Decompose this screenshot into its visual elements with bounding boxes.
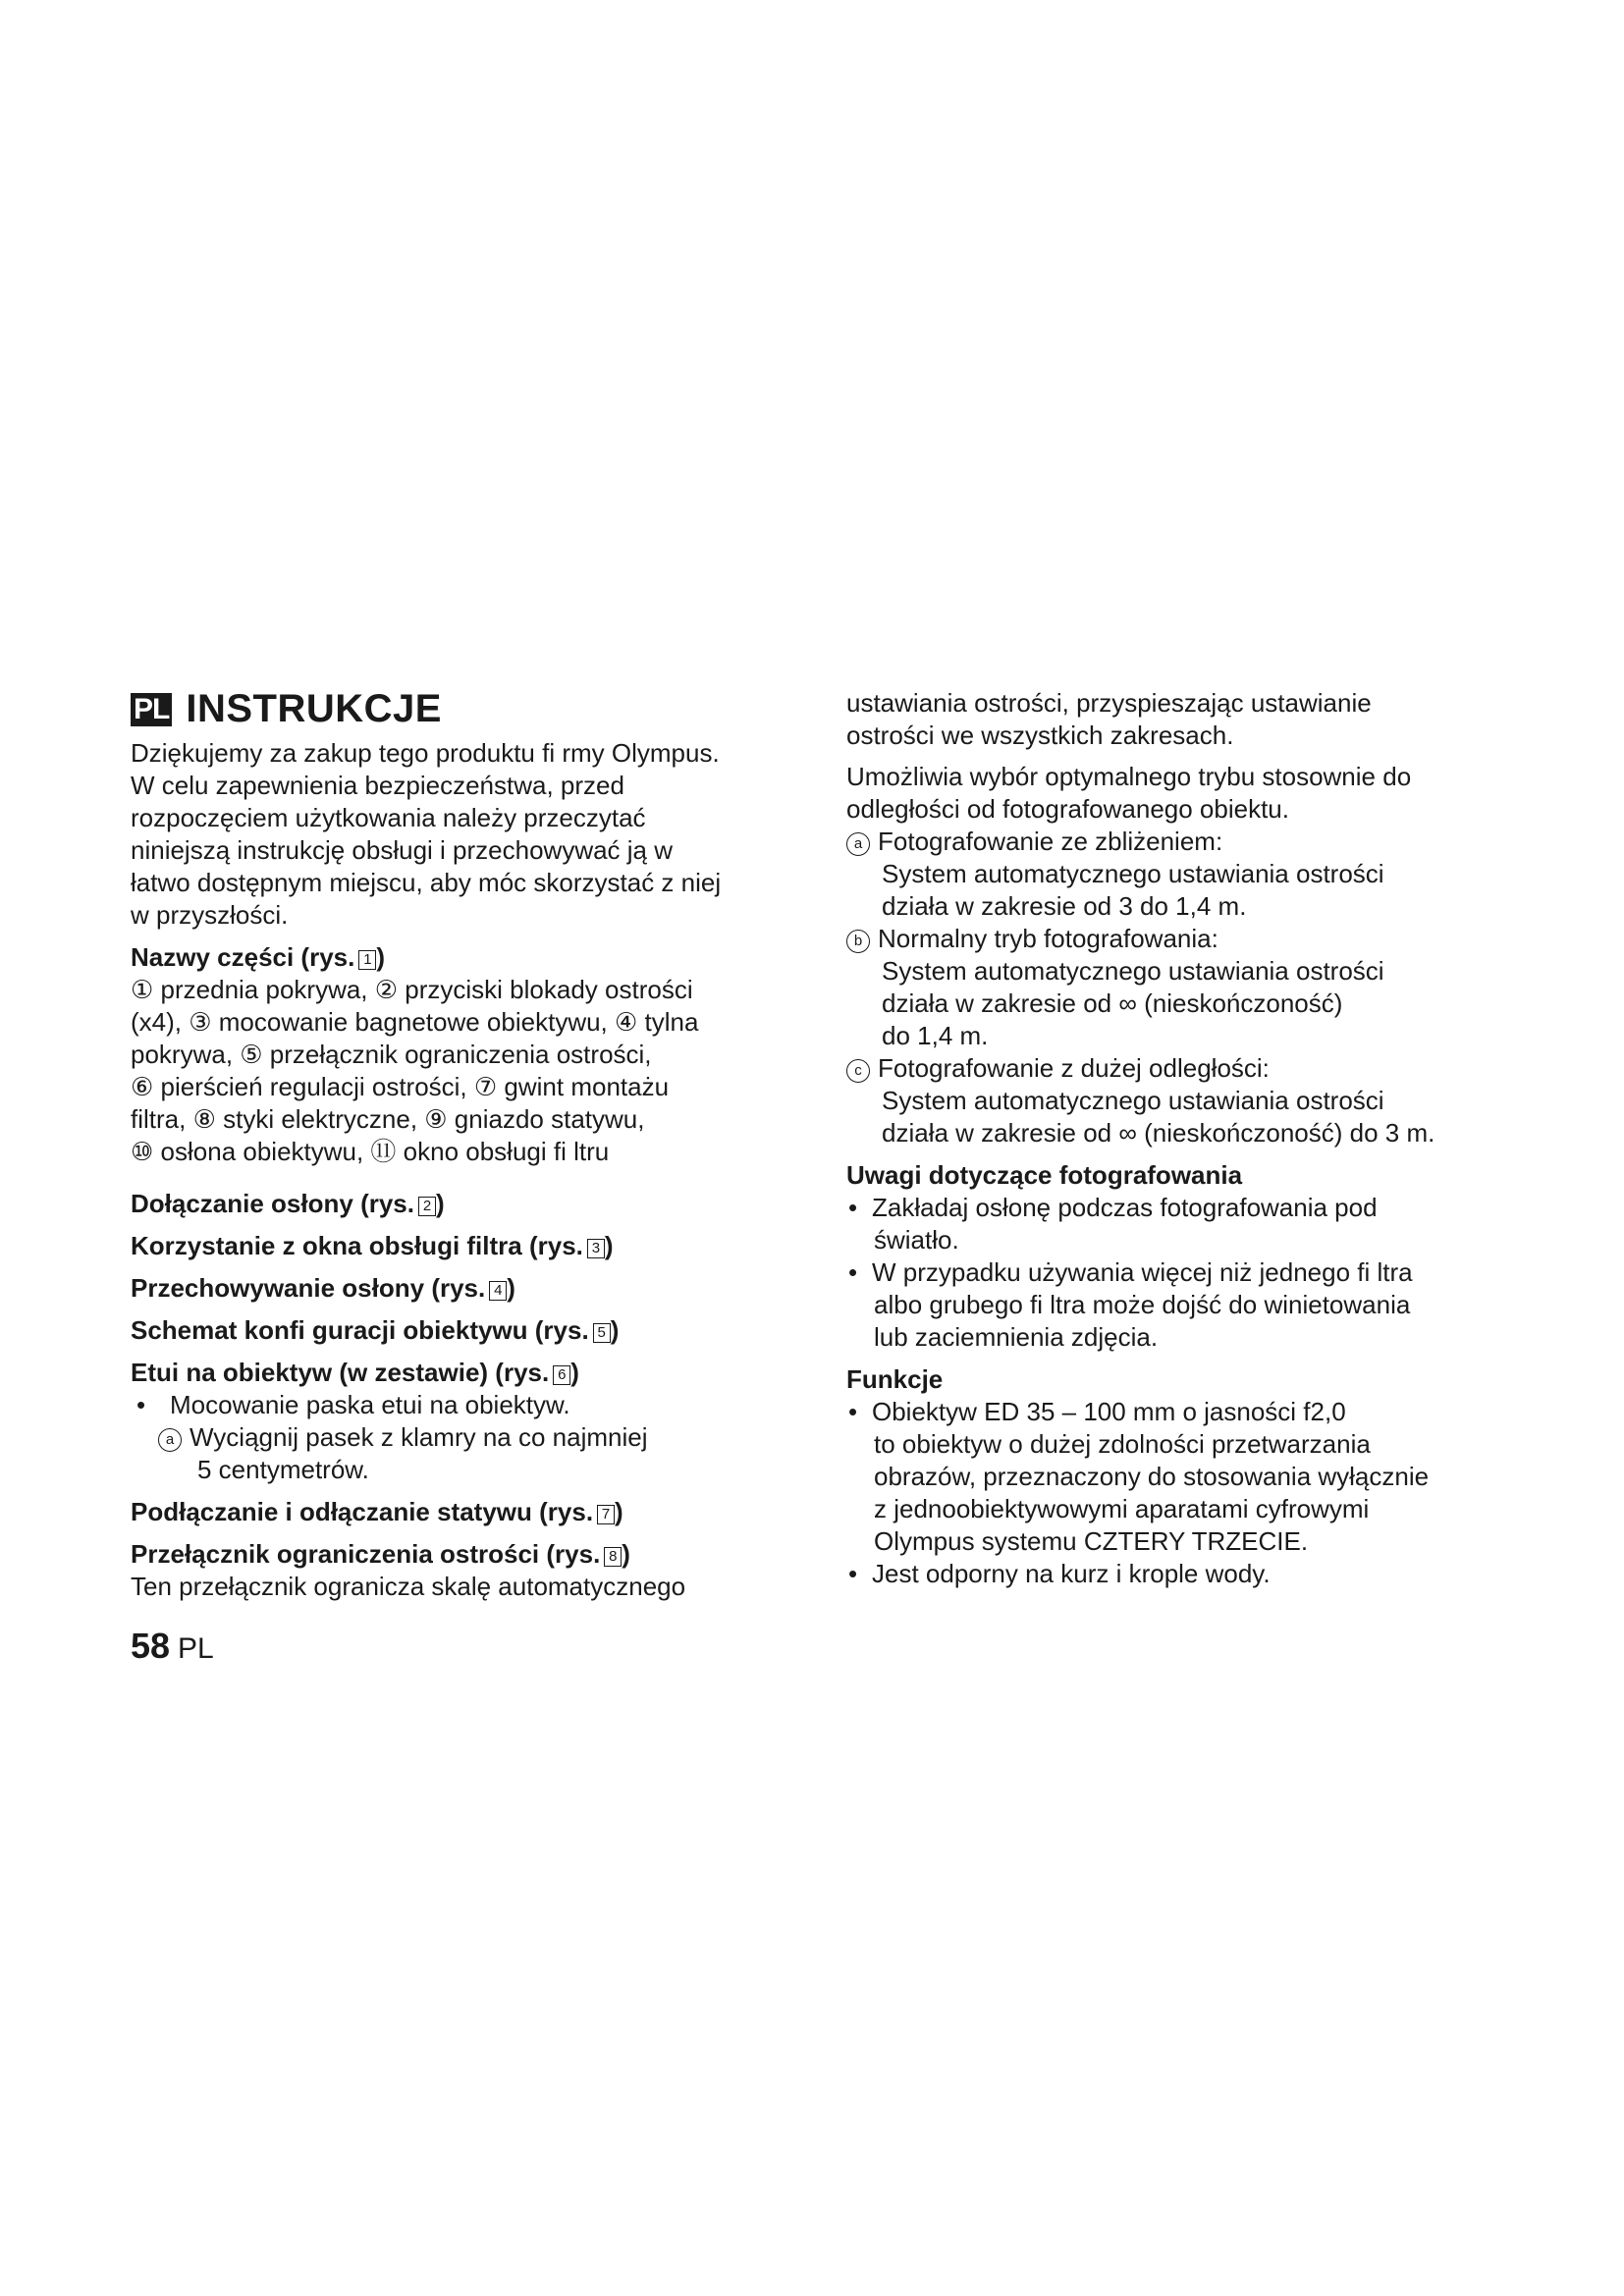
mode-line: działa w zakresie od ∞ (nieskończoność) — [882, 988, 1343, 1018]
intro-line: rozpoczęciem użytkowania należy przeczytać — [131, 803, 646, 832]
function-line: obrazów, przeznaczony do stosowania wyłącznie — [874, 1462, 1430, 1491]
heading-store-hood: Przechowywanie osłony (rys. 4 ) — [131, 1273, 515, 1303]
mode-title: c Fotografowanie z dużej odległości: — [846, 1052, 1514, 1085]
parts-line: ① przednia pokrywa, ② przyciski blokady ostrości — [131, 975, 693, 1004]
function-line: to obiektyw o dużej zdolności przetwarzania — [874, 1429, 1371, 1459]
mode-line: działa w zakresie od 3 do 1,4 m. — [882, 891, 1247, 921]
mode-line: System automatycznego ustawiania ostrości — [882, 956, 1384, 986]
intro-paragraph — [131, 737, 798, 932]
note-line: albo grubego fi ltra może dojść do winietowania — [874, 1290, 1411, 1319]
parts-line: (x4), ③ mocowanie bagnetowe obiektywu, ④ tylna — [131, 1007, 699, 1037]
function-line: z jednoobiektywowymi aparatami cyfrowymi — [874, 1494, 1370, 1523]
intro-line: niniejszą instrukcję obsługi i przechowywać ją w — [131, 835, 674, 865]
mode-marker-a: a — [846, 832, 870, 856]
mode-b — [846, 923, 1514, 1052]
intro-line: W celu zapewnienia bezpieczeństwa, przed — [131, 771, 624, 800]
case-bullet: • Mocowanie paska etui na obiektyw. — [131, 1389, 798, 1421]
heading-config-chart: Schemat konfi guracji obiektywu (rys. 5 ) — [131, 1315, 620, 1345]
mode-intro: odległości od fotografowanego obiektu. — [846, 794, 1289, 824]
footer-language: PL — [178, 1632, 214, 1665]
mode-marker-b: b — [846, 930, 870, 953]
heading-attach-hood: Dołączanie osłony (rys. 2 ) — [131, 1189, 445, 1218]
mode-line: działa w zakresie od ∞ (nieskończoność) do 3 m. — [882, 1118, 1435, 1148]
figure-ref-7: 7 — [597, 1505, 615, 1524]
title-row — [131, 687, 798, 731]
function-line: Olympus systemu CZTERY TRZECIE. — [874, 1526, 1309, 1556]
limiter-text-cont: ustawiania ostrości, przyspieszając ustawianie — [846, 688, 1372, 718]
page-footer — [131, 1626, 214, 1667]
step-marker-a: a — [158, 1428, 182, 1452]
parts-line: pokrywa, ⑤ przełącznik ograniczenia ostrości, — [131, 1040, 652, 1069]
figure-ref-1: 1 — [358, 950, 376, 970]
intro-line: Dziękujemy za zakup tego produktu fi rmy Olympus. — [131, 738, 720, 768]
function-line: • Jest odporny na kurz i krople wody. — [846, 1558, 1514, 1590]
functions-heading: Funkcje — [846, 1364, 944, 1394]
case-step: a Wyciągnij pasek z klamry na co najmniej — [131, 1421, 798, 1454]
heading-tripod: Podłączanie i odłączanie statywu (rys. 7 ) — [131, 1497, 623, 1526]
note-line: • Zakładaj osłonę podczas fotografowania pod — [846, 1192, 1514, 1224]
notes-heading: Uwagi dotyczące fotografowania — [846, 1160, 1243, 1190]
limiter-text-cont: ostrości we wszystkich zakresach. — [846, 721, 1234, 750]
intro-line: w przyszłości. — [131, 900, 289, 930]
figure-ref-4: 4 — [489, 1281, 507, 1301]
heading-lens-case: Etui na obiektyw (w zestawie) (rys. 6 ) — [131, 1358, 579, 1387]
parts-line: ⑩ osłona obiektywu, ⑪ okno obsługi fi ltru — [131, 1137, 610, 1166]
function-item — [846, 1396, 1514, 1558]
right-column — [846, 687, 1514, 1590]
parts-list — [131, 974, 798, 1168]
mode-a — [846, 826, 1514, 923]
figure-ref-5: 5 — [593, 1323, 611, 1343]
mode-title: b Normalny tryb fotografowania: — [846, 923, 1514, 955]
heading-filter-window: Korzystanie z okna obsługi filtra (rys. 3 ) — [131, 1231, 614, 1260]
note-item — [846, 1192, 1514, 1256]
figure-ref-6: 6 — [553, 1365, 570, 1385]
figure-ref-3: 3 — [587, 1239, 605, 1258]
mode-c — [846, 1052, 1514, 1149]
heading-focus-limiter: Przełącznik ograniczenia ostrości (rys. 8 ) — [131, 1539, 630, 1569]
function-item — [846, 1558, 1514, 1590]
mode-line: System automatycznego ustawiania ostrości — [882, 1086, 1384, 1115]
page-number: 58 — [131, 1626, 171, 1666]
note-line: światło. — [874, 1225, 959, 1255]
mode-title: a Fotografowanie ze zbliżeniem: — [846, 826, 1514, 858]
intro-line: łatwo dostępnym miejscu, aby móc skorzystać z niej — [131, 868, 722, 897]
mode-marker-c: c — [846, 1059, 870, 1083]
function-line: • Obiektyw ED 35 – 100 mm o jasności f2,0 — [846, 1396, 1514, 1428]
left-column — [131, 687, 798, 1603]
mode-line: System automatycznego ustawiania ostrości — [882, 859, 1384, 888]
mode-line: do 1,4 m. — [882, 1021, 989, 1050]
note-line: lub zaciemnienia zdjęcia. — [874, 1322, 1159, 1352]
parts-line: ⑥ pierścień regulacji ostrości, ⑦ gwint montażu — [131, 1072, 670, 1101]
limiter-text: Ten przełącznik ogranicza skalę automatycznego — [131, 1572, 686, 1601]
case-step-line: 5 centymetrów. — [197, 1455, 369, 1484]
parts-heading: Nazwy części (rys. 1 ) — [131, 942, 386, 972]
language-badge: PL — [131, 693, 172, 726]
note-item — [846, 1256, 1514, 1354]
figure-ref-2: 2 — [418, 1197, 436, 1216]
mode-intro: Umożliwia wybór optymalnego trybu stosownie do — [846, 762, 1412, 791]
page-title: INSTRUKCJE — [186, 687, 442, 730]
note-line: • W przypadku używania więcej niż jednego fi ltra — [846, 1256, 1514, 1289]
parts-line: filtra, ⑧ styki elektryczne, ⑨ gniazdo statywu, — [131, 1104, 645, 1134]
figure-ref-8: 8 — [604, 1547, 622, 1567]
